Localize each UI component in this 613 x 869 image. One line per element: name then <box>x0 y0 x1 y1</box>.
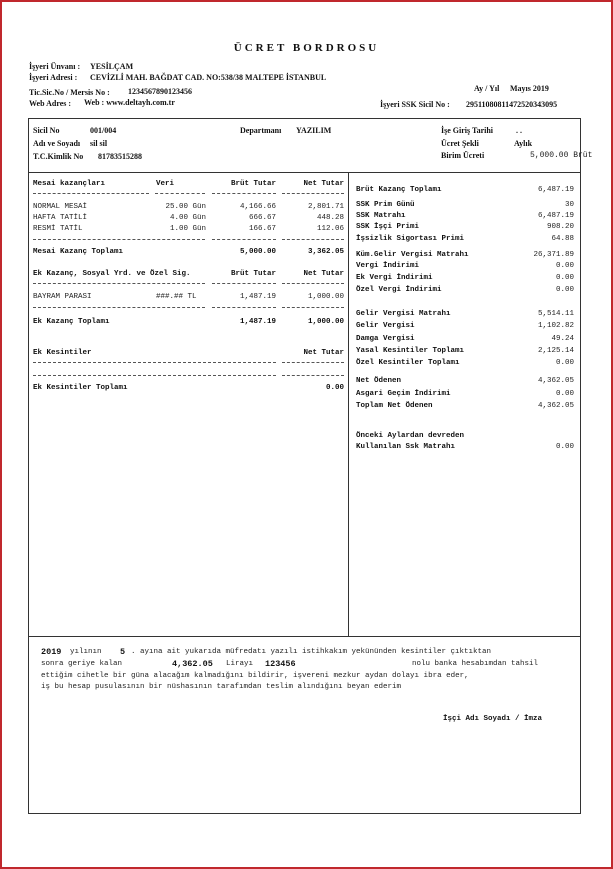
trade-registry-label: Tic.Sic.No / Mersis No : <box>29 88 110 97</box>
earnings-total-label: Mesai Kazanç Toplamı <box>33 248 124 256</box>
tc-label: T.C.Kimlik No <box>33 152 84 161</box>
separator <box>282 362 344 363</box>
earning-net: 2,801.71 <box>307 203 344 211</box>
summary-value: 26,371.89 <box>533 251 574 259</box>
summary-label: Önceki Aylardan devreden <box>356 432 465 440</box>
summary-label: Gelir Vergisi Matrahı <box>356 310 451 318</box>
summary-value: 0.00 <box>555 274 574 282</box>
summary-label: Vergi İndirimi <box>356 262 420 270</box>
declaration-lira: Lirayı <box>226 660 254 668</box>
earnings-header: Mesai kazançları <box>33 180 106 188</box>
company-address-label: İşyeri Adresi : <box>29 73 78 82</box>
period-value: Mayıs 2019 <box>510 84 549 93</box>
extra-row-name: BAYRAM PARASI <box>33 293 92 301</box>
separator <box>155 193 205 194</box>
summary-label: Özel Kesintiler Toplamı <box>356 359 460 367</box>
unit-wage-value: 5,000.00 Brüt <box>530 151 593 160</box>
extra-row-brut: 1,487.19 <box>239 293 276 301</box>
summary-label: Ek Vergi İndirimi <box>356 274 433 282</box>
summary-label: SSK İşçi Primi <box>356 223 420 231</box>
summary-label: Özel Vergi İndirimi <box>356 286 442 294</box>
extra-header: Ek Kazanç, Sosyal Yrd. ve Özel Sig. <box>33 270 191 278</box>
summary-value: 6,487.19 <box>537 212 574 220</box>
declaration-line2-start: sonra geriye kalan <box>41 660 123 668</box>
ssk-number: 29511080811472520343095 <box>466 100 558 109</box>
web-address: Web : www.deltayh.com.tr <box>84 98 175 107</box>
summary-value: 6,487.19 <box>537 186 574 194</box>
separator <box>212 239 276 240</box>
declaration-year-text: yılının <box>70 648 102 656</box>
summary-value: 0.00 <box>555 443 574 451</box>
separator <box>33 239 205 240</box>
wage-type-label: Ücret Şekli <box>441 139 479 148</box>
summary-value: 0.00 <box>555 390 574 398</box>
header-divider <box>28 172 580 173</box>
declaration-amount: 4,362.05 <box>172 659 213 669</box>
summary-label: Damga Vergisi <box>356 335 415 343</box>
summary-value: 0.00 <box>555 359 574 367</box>
summary-label: Net Ödenen <box>356 377 402 385</box>
earning-name: NORMAL MESAİ <box>33 203 88 211</box>
company-name: YESİLÇAM <box>90 62 134 71</box>
trade-registry-number: 1234567890123456 <box>128 87 192 96</box>
summary-value: 0.00 <box>555 262 574 270</box>
summary-label: SSK Prim Günü <box>356 201 415 209</box>
summary-value: 908.20 <box>546 223 574 231</box>
summary-value: 64.88 <box>551 235 574 243</box>
summary-value: 1,102.82 <box>537 322 574 330</box>
summary-label: Gelir Vergisi <box>356 322 415 330</box>
department-label: Departmanı <box>240 126 282 135</box>
declaration-month: 5 <box>120 647 126 657</box>
body-divider <box>28 636 580 637</box>
earning-veri: 25.00 Gün <box>165 203 206 211</box>
separator <box>33 362 276 363</box>
earning-net: 448.28 <box>316 214 344 222</box>
separator <box>282 307 344 308</box>
extra-total-brut: 1,487.19 <box>239 318 276 326</box>
start-date-value: . . <box>516 126 522 135</box>
declaration-year: 2019 <box>41 647 62 657</box>
deductions-header: Ek Kesintiler <box>33 349 92 357</box>
declaration-line1: . ayına ait yukarıda müfredatı yazılı istihkakım yekününden kesintiler çıktıktan <box>131 648 492 656</box>
deductions-header-net: Net Tutar <box>303 349 344 357</box>
period-label: Ay / Yıl <box>474 84 500 93</box>
wage-type-value: Aylık <box>514 139 533 148</box>
separator <box>212 193 276 194</box>
summary-label: İşsizlik Sigortası Primi <box>356 235 465 243</box>
separator <box>33 193 149 194</box>
sicil-value: 001/004 <box>90 126 117 135</box>
separator <box>282 239 344 240</box>
earnings-total-net: 3,362.05 <box>307 248 344 256</box>
separator <box>33 283 205 284</box>
web-address-label: Web Adres : <box>29 99 72 108</box>
summary-label: SSK Matrahı <box>356 212 406 220</box>
earnings-header-brut: Brüt Tutar <box>230 180 276 188</box>
sicil-label: Sicil No <box>33 126 60 135</box>
earning-veri: 4.00 Gün <box>169 214 206 222</box>
summary-label: Yasal Kesintiler Toplamı <box>356 347 465 355</box>
company-address: CEVİZLİ MAH. BAĞDAT CAD. NO:538/38 MALTEPE İSTANBUL <box>90 73 327 82</box>
summary-label: Kullanılan Ssk Matrahı <box>356 443 456 451</box>
separator <box>33 375 276 376</box>
summary-value: 2,125.14 <box>537 347 574 355</box>
earning-name: RESMİ TATİL <box>33 225 83 233</box>
tc-value: 81783515288 <box>98 152 142 161</box>
start-date-label: İşe Giriş Tarihi <box>441 126 494 135</box>
column-divider <box>348 172 349 636</box>
extra-header-brut: Brüt Tutar <box>230 270 276 278</box>
earnings-header-net: Net Tutar <box>303 180 344 188</box>
extra-header-net: Net Tutar <box>303 270 344 278</box>
declaration-account: 123456 <box>265 659 296 669</box>
summary-value: 4,362.05 <box>537 377 574 385</box>
unit-wage-label: Birim Ücreti <box>441 151 485 160</box>
declaration-line2-end: nolu banka hesabımdan tahsil <box>412 660 539 668</box>
extra-total-label: Ek Kazanç Toplamı <box>33 318 110 326</box>
summary-label: Toplam Net Ödenen <box>356 402 433 410</box>
summary-value: 49.24 <box>551 335 574 343</box>
separator <box>282 193 344 194</box>
earning-brut: 4,166.66 <box>239 203 276 211</box>
separator <box>33 307 205 308</box>
declaration-line3: ettiğim cihetle bir güna alacağım kalmadığını bildirir, işvereni mezkur aydan dolayı ibra eder, <box>41 672 469 680</box>
earning-net: 112.06 <box>316 225 344 233</box>
summary-label: Küm.Gelir Vergisi Matrahı <box>356 251 469 259</box>
earning-brut: 666.67 <box>248 214 276 222</box>
earning-name: HAFTA TATİLİ <box>33 214 88 222</box>
earnings-header-veri: Veri <box>156 180 175 188</box>
summary-label: Asgari Geçim İndirimi <box>356 390 451 398</box>
deductions-total: 0.00 <box>325 384 344 392</box>
ssk-number-label: İşyeri SSK Sicil No : <box>380 100 450 109</box>
extra-row-net: 1,000.00 <box>307 293 344 301</box>
earning-veri: 1.00 Gün <box>169 225 206 233</box>
summary-value: 4,362.05 <box>537 402 574 410</box>
earning-brut: 166.67 <box>248 225 276 233</box>
separator <box>282 283 344 284</box>
summary-value: 30 <box>564 201 574 209</box>
separator <box>282 375 344 376</box>
deductions-total-label: Ek Kesintiler Toplamı <box>33 384 128 392</box>
summary-value: 0.00 <box>555 286 574 294</box>
earnings-total-brut: 5,000.00 <box>239 248 276 256</box>
extra-row-veri: ###.## TL <box>156 293 197 301</box>
summary-value: 5,514.11 <box>537 310 574 318</box>
department-value: YAZILIM <box>296 126 332 135</box>
separator <box>212 283 276 284</box>
name-label: Adı ve Soyadı <box>33 139 81 148</box>
company-name-label: İşyeri Ünvanı : <box>29 62 81 71</box>
declaration-line4: iş bu hesap pusulasının bir nüshasının tarafımdan teslim alındığını beyan ederim <box>41 683 402 691</box>
page-title: ÜCRET BORDROSU <box>233 42 380 54</box>
separator <box>212 307 276 308</box>
name-value: sil sil <box>90 139 108 148</box>
signature-label: İşçi Adı Soyadı / İmza <box>443 715 543 723</box>
extra-total-net: 1,000.00 <box>307 318 344 326</box>
summary-label: Brüt Kazanç Toplamı <box>356 186 442 194</box>
